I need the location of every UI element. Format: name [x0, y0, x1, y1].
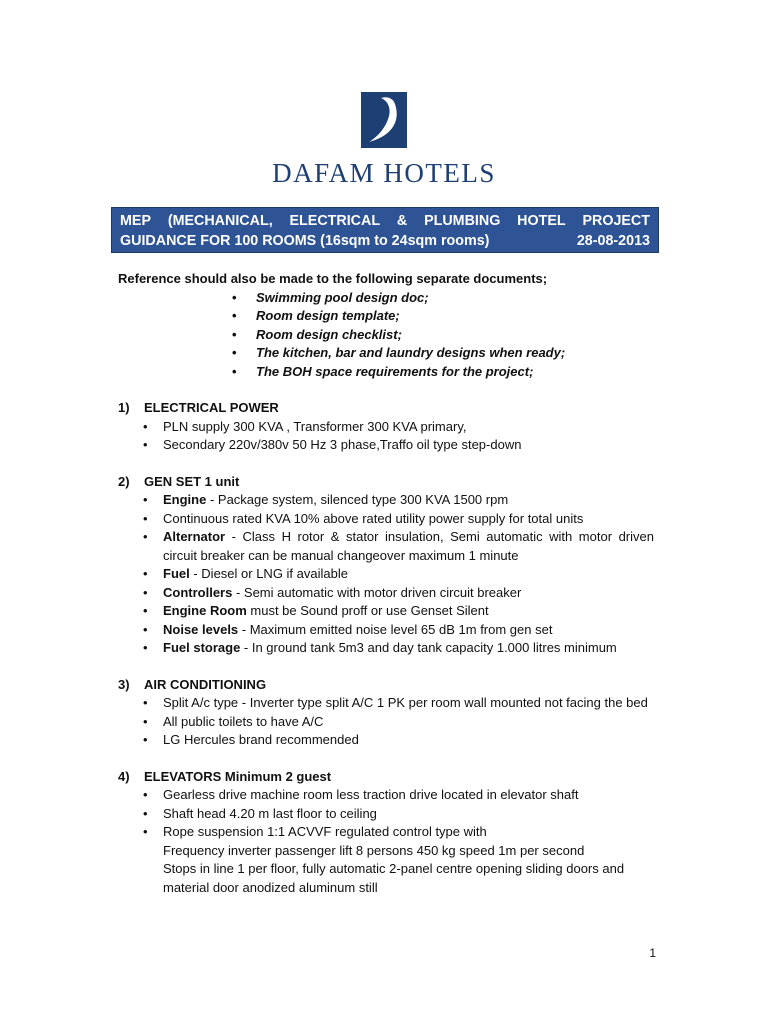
hotel-logo — [0, 92, 768, 189]
banner-word: ELECTRICAL — [289, 213, 381, 229]
logo-wordmark: DAFAM HOTELS — [272, 158, 496, 188]
banner-word: (MECHANICAL, — [167, 213, 273, 229]
bullet-icon: • — [143, 529, 148, 544]
bullet-icon: • — [143, 566, 148, 581]
bullet-icon: • — [143, 621, 148, 637]
bullet-icon: • — [232, 326, 237, 342]
elevator-continuation: Stops in line 1 per floor, fully automatic 2-panel centre opening sliding doors and material door anodized aluminum still — [163, 861, 625, 895]
banner-line-2 — [120, 231, 650, 251]
section-heading: 3) AIR CONDITIONING — [118, 676, 267, 692]
banner-word: HOTEL — [517, 213, 566, 229]
bullet-icon: • — [143, 603, 148, 618]
list-item: • Secondary 220v/380v 50 Hz 3 phase,Traffo oil type step-down — [118, 436, 654, 455]
list-item: • Controllers - Semi automatic with motor driven circuit breaker — [118, 584, 654, 603]
bullet-icon: • — [143, 787, 148, 802]
list-item: • Continuous rated KVA 10% above rated utility power supply for total units — [118, 510, 654, 529]
bullet-icon: • — [143, 805, 148, 821]
list-item: • Noise levels - Maximum emitted noise level 65 dB 1m from gen set — [118, 621, 654, 640]
section-heading: 4) ELEVATORS Minimum 2 guest — [118, 768, 332, 784]
bullet-icon: • — [143, 732, 148, 747]
list-item: • Alternator - Class H rotor & stator insulation, Semi automatic with motor driven circuit breaker can be manual changeover maximum 1 minute — [143, 529, 654, 563]
bullet-icon: • — [143, 492, 148, 507]
bullet-icon: • — [143, 640, 148, 655]
dafam-logo-icon — [361, 92, 407, 148]
bullet-icon: • — [232, 345, 237, 360]
list-item: • All public toilets to have A/C — [118, 713, 654, 732]
section-electrical — [118, 399, 654, 455]
bullet-icon: • — [143, 437, 148, 452]
bullet-icon: • — [232, 363, 237, 379]
bullet-icon: • — [143, 418, 148, 434]
section-air-conditioning — [118, 676, 654, 750]
bullet-icon: • — [232, 308, 237, 323]
list-item: • PLN supply 300 KVA , Transformer 300 KVA primary, — [118, 418, 654, 437]
list-item: • Gearless drive machine room less traction drive located in elevator shaft — [118, 786, 654, 805]
title-banner — [111, 207, 659, 253]
list-item: • Fuel - Diesel or LNG if available — [118, 565, 654, 584]
banner-word: MEP — [120, 213, 151, 229]
list-item: • The kitchen, bar and laundry designs when ready; — [118, 344, 654, 363]
list-item: • LG Hercules brand recommended — [118, 731, 654, 750]
section-heading: 1) ELECTRICAL POWER — [118, 400, 279, 415]
elevator-continuation: Frequency inverter passenger lift 8 persons 450 kg speed 1m per second — [163, 842, 585, 858]
list-item: • Rope suspension 1:1 ACVVF regulated control type with — [118, 823, 654, 842]
list-item: • Room design checklist; — [118, 326, 654, 345]
list-item: • The BOH space requirements for the project; — [118, 363, 654, 382]
banner-word: PROJECT — [582, 213, 650, 229]
bullet-icon: • — [143, 713, 148, 729]
bullet-icon: • — [143, 695, 148, 710]
page-number: 1 — [649, 946, 656, 960]
section-elevators — [118, 768, 654, 898]
bullet-icon: • — [232, 289, 237, 305]
banner-date: 28-08-2013 — [576, 233, 650, 249]
bullet-icon: • — [143, 824, 148, 839]
list-item: • Swimming pool design doc; — [118, 289, 654, 308]
banner-word: PLUMBING — [424, 213, 501, 229]
banner-subtitle: GUIDANCE FOR 100 ROOMS (16sqm to 24sqm rooms) — [120, 233, 490, 249]
reference-list — [118, 289, 654, 382]
section-heading: 2) GEN SET 1 unit — [118, 473, 240, 489]
list-item: • Engine Room must be Sound proff or use Genset Silent — [118, 602, 654, 621]
list-item: • Fuel storage - In ground tank 5m3 and day tank capacity 1.000 litres minimum — [118, 639, 654, 658]
banner-word: & — [396, 213, 408, 229]
section-genset — [118, 473, 654, 658]
list-item: • Split A/c type - Inverter type split A/C 1 PK per room wall mounted not facing the bed — [118, 694, 654, 713]
document-body — [118, 270, 654, 897]
banner-line-1 — [120, 211, 650, 231]
list-item: • Engine - Package system, silenced type 300 KVA 1500 rpm — [118, 491, 654, 510]
reference-intro: Reference should also be made to the following separate documents; — [118, 271, 548, 286]
list-item: • Shaft head 4.20 m last floor to ceiling — [118, 805, 654, 824]
bullet-icon: • — [143, 584, 148, 600]
list-item: • Room design template; — [118, 307, 654, 326]
bullet-icon: • — [143, 510, 148, 526]
